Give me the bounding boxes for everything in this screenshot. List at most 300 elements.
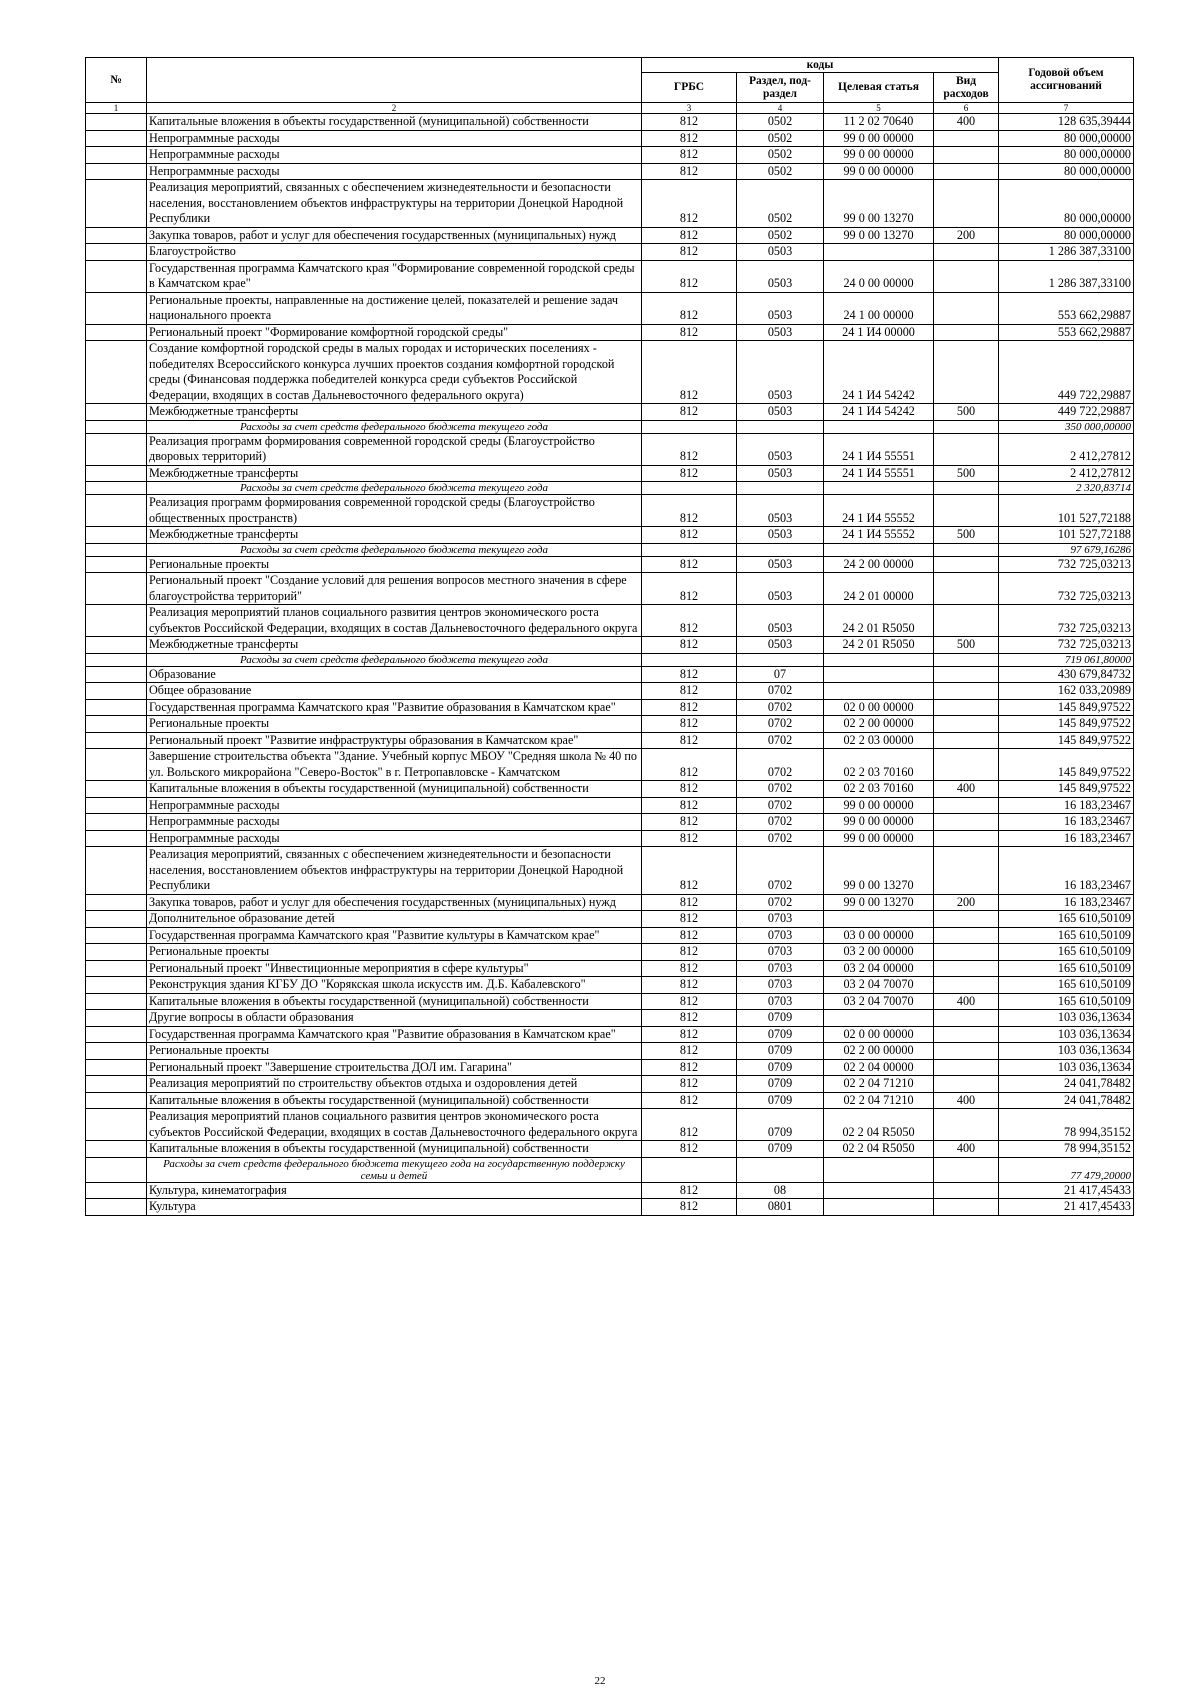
cell-num: [86, 993, 147, 1010]
table-row: [86, 993, 1134, 1010]
cell-num: [86, 114, 147, 131]
col-number: 1: [86, 103, 147, 114]
cell-type: [934, 1026, 999, 1043]
cell-target: 24 1 И4 55551: [824, 465, 934, 482]
cell-num: [86, 927, 147, 944]
header-name: [147, 58, 642, 103]
cell-sum: 2 412,27812: [999, 465, 1134, 482]
cell-name: Реализация программ формирования современной городской среды (Благоустройство общественных пространств): [147, 495, 642, 527]
cell-name: Дополнительное образование детей: [147, 911, 642, 928]
cell-num: [86, 977, 147, 994]
cell-type: [934, 556, 999, 573]
cell-num: [86, 227, 147, 244]
cell-sum: 732 725,03213: [999, 573, 1134, 605]
cell-num: [86, 244, 147, 261]
cell-section: 0801: [737, 1199, 824, 1216]
cell-sum: 1 286 387,33100: [999, 244, 1134, 261]
cell-num: [86, 1199, 147, 1216]
col-number: 3: [642, 103, 737, 114]
cell-grbs: 812: [642, 1059, 737, 1076]
cell-num: [86, 433, 147, 465]
cell-target: 24 1 И4 55551: [824, 433, 934, 465]
cell-section: [737, 420, 824, 433]
cell-num: [86, 911, 147, 928]
cell-name: Региональный проект "Развитие инфраструктуры образования в Камчатском крае": [147, 732, 642, 749]
cell-grbs: 812: [642, 244, 737, 261]
cell-section: 0502: [737, 114, 824, 131]
col-number: 4: [737, 103, 824, 114]
cell-type: [934, 1199, 999, 1216]
cell-section: 0709: [737, 1010, 824, 1027]
table-row: [86, 927, 1134, 944]
table-row: [86, 527, 1134, 544]
cell-num: [86, 683, 147, 700]
cell-name: Непрограммные расходы: [147, 147, 642, 164]
cell-grbs: 812: [642, 147, 737, 164]
cell-section: 0702: [737, 732, 824, 749]
cell-sum: 145 849,97522: [999, 749, 1134, 781]
cell-target: 24 2 01 R5050: [824, 605, 934, 637]
cell-grbs: 812: [642, 1076, 737, 1093]
cell-section: 0702: [737, 814, 824, 831]
cell-type: 400: [934, 1092, 999, 1109]
cell-name: Региональный проект "Формирование комфортной городской среды": [147, 324, 642, 341]
cell-grbs: 812: [642, 573, 737, 605]
cell-num: [86, 797, 147, 814]
cell-type: 500: [934, 637, 999, 654]
cell-sum: 145 849,97522: [999, 699, 1134, 716]
cell-sum: 97 679,16286: [999, 543, 1134, 556]
cell-name: Реализация мероприятий, связанных с обеспечением жизнедеятельности и безопасности населения, восстановлением объектов инфраструктуры на территории Донецкой Народной Республики: [147, 180, 642, 228]
cell-section: 0702: [737, 797, 824, 814]
cell-grbs: 812: [642, 716, 737, 733]
cell-name: Реконструкция здания КГБУ ДО "Корякская школа искусств им. Д.Б. Кабалевского": [147, 977, 642, 994]
cell-name: Расходы за счет средств федерального бюджета текущего года: [147, 482, 642, 495]
cell-type: [934, 163, 999, 180]
cell-section: 0702: [737, 749, 824, 781]
cell-type: [934, 605, 999, 637]
cell-num: [86, 324, 147, 341]
cell-type: [934, 1157, 999, 1182]
cell-type: 400: [934, 114, 999, 131]
cell-section: 0503: [737, 341, 824, 404]
cell-sum: 16 183,23467: [999, 847, 1134, 895]
cell-num: [86, 1010, 147, 1027]
cell-num: [86, 543, 147, 556]
cell-name: Капитальные вложения в объекты государственной (муниципальной) собственности: [147, 781, 642, 798]
cell-grbs: 812: [642, 1092, 737, 1109]
cell-sum: 430 679,84732: [999, 666, 1134, 683]
col-number: 7: [999, 103, 1134, 114]
cell-target: [824, 1157, 934, 1182]
cell-name: Расходы за счет средств федерального бюджета текущего года: [147, 543, 642, 556]
table-row: [86, 1026, 1134, 1043]
cell-name: Региональные проекты: [147, 1043, 642, 1060]
cell-section: 0503: [737, 433, 824, 465]
cell-section: 0503: [737, 573, 824, 605]
cell-grbs: 812: [642, 830, 737, 847]
cell-name: Региональные проекты: [147, 716, 642, 733]
cell-section: 0709: [737, 1092, 824, 1109]
header-grbs: ГРБС: [642, 73, 737, 103]
cell-grbs: 812: [642, 683, 737, 700]
federal-note-row: [86, 420, 1134, 433]
cell-num: [86, 666, 147, 683]
cell-sum: 103 036,13634: [999, 1043, 1134, 1060]
cell-sum: 350 000,00000: [999, 420, 1134, 433]
cell-type: [934, 911, 999, 928]
cell-target: 02 0 00 00000: [824, 699, 934, 716]
cell-sum: 165 610,50109: [999, 911, 1134, 928]
cell-name: Межбюджетные трансферты: [147, 404, 642, 421]
cell-num: [86, 699, 147, 716]
cell-target: 02 2 03 70160: [824, 781, 934, 798]
cell-section: 0502: [737, 163, 824, 180]
cell-name: Создание комфортной городской среды в малых городах и исторических поселениях - победителях Всероссийского конкурса лучших проектов создания комфортной городской среды (Финансовая поддержка победителей конкурса среди субъектов Российской Федерации, входящих в состав Дальневосточного федерального округа): [147, 341, 642, 404]
col-number: 5: [824, 103, 934, 114]
cell-target: 02 2 00 00000: [824, 1043, 934, 1060]
cell-num: [86, 830, 147, 847]
cell-name: Реализация мероприятий планов социального развития центров экономического роста субъектов Российской Федерации, входящих в состав Дальневосточного федерального округа: [147, 605, 642, 637]
table-row: [86, 1199, 1134, 1216]
cell-section: 0709: [737, 1141, 824, 1158]
cell-target: 99 0 00 00000: [824, 830, 934, 847]
cell-sum: 80 000,00000: [999, 147, 1134, 164]
cell-target: 02 2 04 00000: [824, 1059, 934, 1076]
table-row: [86, 1043, 1134, 1060]
cell-section: 0703: [737, 911, 824, 928]
cell-target: 99 0 00 13270: [824, 227, 934, 244]
cell-sum: 78 994,35152: [999, 1141, 1134, 1158]
cell-sum: 145 849,97522: [999, 716, 1134, 733]
cell-name: Благоустройство: [147, 244, 642, 261]
cell-target: 99 0 00 00000: [824, 163, 934, 180]
header-volume: Годовой объем ассигнований: [999, 58, 1134, 103]
cell-type: [934, 927, 999, 944]
cell-type: [934, 830, 999, 847]
cell-num: [86, 847, 147, 895]
cell-name: Капитальные вложения в объекты государственной (муниципальной) собственности: [147, 1092, 642, 1109]
cell-type: [934, 1043, 999, 1060]
cell-type: [934, 573, 999, 605]
cell-grbs: 812: [642, 556, 737, 573]
cell-section: 0702: [737, 781, 824, 798]
cell-num: [86, 180, 147, 228]
cell-section: 0703: [737, 960, 824, 977]
cell-target: 99 0 00 00000: [824, 147, 934, 164]
cell-sum: 77 479,20000: [999, 1157, 1134, 1182]
cell-name: Непрограммные расходы: [147, 797, 642, 814]
cell-section: 0503: [737, 324, 824, 341]
table-row: [86, 666, 1134, 683]
cell-type: [934, 341, 999, 404]
cell-num: [86, 292, 147, 324]
col-number: 2: [147, 103, 642, 114]
cell-grbs: [642, 653, 737, 666]
cell-type: 200: [934, 227, 999, 244]
cell-section: 0502: [737, 180, 824, 228]
cell-section: 0709: [737, 1043, 824, 1060]
table-row: [86, 244, 1134, 261]
cell-name: Непрограммные расходы: [147, 130, 642, 147]
cell-target: 02 2 04 71210: [824, 1076, 934, 1093]
cell-num: [86, 732, 147, 749]
federal-note-row: [86, 653, 1134, 666]
page-number: 22: [594, 1675, 606, 1687]
cell-grbs: 812: [642, 699, 737, 716]
cell-name: Региональный проект "Завершение строительства ДОЛ им. Гагарина": [147, 1059, 642, 1076]
table-row: [86, 147, 1134, 164]
cell-num: [86, 894, 147, 911]
cell-section: 0503: [737, 605, 824, 637]
cell-num: [86, 960, 147, 977]
cell-grbs: 812: [642, 977, 737, 994]
cell-num: [86, 605, 147, 637]
cell-num: [86, 1109, 147, 1141]
cell-num: [86, 147, 147, 164]
cell-grbs: 812: [642, 404, 737, 421]
cell-target: 99 0 00 13270: [824, 180, 934, 228]
cell-name: Образование: [147, 666, 642, 683]
table-header: [86, 58, 1134, 114]
cell-grbs: 812: [642, 163, 737, 180]
cell-sum: 449 722,29887: [999, 404, 1134, 421]
header-section: Раздел, под-раздел: [737, 73, 824, 103]
table-row: [86, 433, 1134, 465]
cell-sum: 165 610,50109: [999, 944, 1134, 961]
cell-type: [934, 797, 999, 814]
cell-section: 0503: [737, 244, 824, 261]
cell-name: Региональные проекты: [147, 556, 642, 573]
cell-grbs: 812: [642, 1010, 737, 1027]
cell-grbs: 812: [642, 465, 737, 482]
cell-grbs: [642, 543, 737, 556]
cell-target: 99 0 00 00000: [824, 814, 934, 831]
cell-num: [86, 1026, 147, 1043]
cell-type: 400: [934, 781, 999, 798]
cell-type: [934, 666, 999, 683]
cell-num: [86, 1059, 147, 1076]
cell-section: [737, 653, 824, 666]
budget-table: [85, 57, 1134, 1216]
cell-target: 03 2 00 00000: [824, 944, 934, 961]
cell-sum: 165 610,50109: [999, 960, 1134, 977]
cell-type: [934, 814, 999, 831]
cell-sum: 78 994,35152: [999, 1109, 1134, 1141]
table-row: [86, 1059, 1134, 1076]
cell-target: 03 2 04 00000: [824, 960, 934, 977]
cell-target: [824, 244, 934, 261]
cell-name: Межбюджетные трансферты: [147, 527, 642, 544]
cell-name: Региональный проект "Инвестиционные мероприятия в сфере культуры": [147, 960, 642, 977]
cell-type: 400: [934, 1141, 999, 1158]
cell-num: [86, 637, 147, 654]
cell-grbs: [642, 420, 737, 433]
cell-type: [934, 977, 999, 994]
cell-type: [934, 292, 999, 324]
cell-type: [934, 653, 999, 666]
cell-sum: 553 662,29887: [999, 324, 1134, 341]
cell-name: Расходы за счет средств федерального бюджета текущего года: [147, 653, 642, 666]
cell-section: 0503: [737, 495, 824, 527]
cell-target: 24 1 И4 54242: [824, 341, 934, 404]
cell-grbs: 812: [642, 130, 737, 147]
cell-type: [934, 180, 999, 228]
cell-name: Культура: [147, 1199, 642, 1216]
cell-type: [934, 260, 999, 292]
cell-target: 02 2 04 71210: [824, 1092, 934, 1109]
column-number-row: [86, 103, 1134, 114]
cell-type: [934, 683, 999, 700]
cell-section: 0703: [737, 927, 824, 944]
cell-sum: 162 033,20989: [999, 683, 1134, 700]
cell-target: 24 1 И4 55552: [824, 495, 934, 527]
cell-type: [934, 130, 999, 147]
cell-name: Закупка товаров, работ и услуг для обеспечения государственных (муниципальных) нужд: [147, 894, 642, 911]
cell-type: 500: [934, 527, 999, 544]
cell-sum: 24 041,78482: [999, 1076, 1134, 1093]
cell-section: 0503: [737, 404, 824, 421]
cell-section: 0709: [737, 1076, 824, 1093]
cell-target: 03 2 04 70070: [824, 993, 934, 1010]
cell-name: Межбюджетные трансферты: [147, 465, 642, 482]
cell-sum: 165 610,50109: [999, 977, 1134, 994]
cell-num: [86, 556, 147, 573]
cell-section: 0702: [737, 894, 824, 911]
cell-name: Завершение строительства объекта "Здание. Учебный корпус МБОУ "Средняя школа № 40 по ул. Вольского микрорайона "Северо-Восток" в г. Петропавловске - Камчатском: [147, 749, 642, 781]
cell-type: [934, 1076, 999, 1093]
cell-target: [824, 1010, 934, 1027]
cell-sum: 553 662,29887: [999, 292, 1134, 324]
cell-type: [934, 1059, 999, 1076]
cell-num: [86, 341, 147, 404]
cell-num: [86, 716, 147, 733]
cell-section: 0503: [737, 465, 824, 482]
cell-num: [86, 404, 147, 421]
table-row: [86, 227, 1134, 244]
table-row: [86, 977, 1134, 994]
cell-grbs: 812: [642, 781, 737, 798]
cell-num: [86, 527, 147, 544]
cell-name: Общее образование: [147, 683, 642, 700]
header-type: Вид расходов: [934, 73, 999, 103]
federal-note-row: [86, 543, 1134, 556]
cell-target: [824, 420, 934, 433]
cell-name: Государственная программа Камчатского края "Формирование современной городской среды в Камчатском крае": [147, 260, 642, 292]
cell-section: 07: [737, 666, 824, 683]
cell-section: 0702: [737, 683, 824, 700]
cell-grbs: 812: [642, 1109, 737, 1141]
cell-target: 24 2 01 00000: [824, 573, 934, 605]
cell-sum: 101 527,72188: [999, 527, 1134, 544]
table-row: [86, 683, 1134, 700]
cell-type: [934, 495, 999, 527]
cell-type: [934, 244, 999, 261]
cell-target: 24 0 00 00000: [824, 260, 934, 292]
table-row: [86, 732, 1134, 749]
cell-sum: 80 000,00000: [999, 180, 1134, 228]
table-row: [86, 749, 1134, 781]
cell-target: [824, 543, 934, 556]
cell-grbs: 812: [642, 605, 737, 637]
cell-num: [86, 653, 147, 666]
cell-sum: 165 610,50109: [999, 927, 1134, 944]
cell-grbs: 812: [642, 993, 737, 1010]
cell-type: [934, 699, 999, 716]
table-row: [86, 130, 1134, 147]
cell-grbs: 812: [642, 1026, 737, 1043]
cell-type: [934, 482, 999, 495]
cell-name: Региональные проекты, направленные на достижение целей, показателей и решение задач национального проекта: [147, 292, 642, 324]
table-row: [86, 1109, 1134, 1141]
federal-note-row: [86, 482, 1134, 495]
cell-grbs: 812: [642, 227, 737, 244]
cell-target: [824, 482, 934, 495]
cell-grbs: 812: [642, 894, 737, 911]
cell-sum: 101 527,72188: [999, 495, 1134, 527]
cell-num: [86, 482, 147, 495]
cell-sum: 145 849,97522: [999, 781, 1134, 798]
cell-num: [86, 944, 147, 961]
table-row: [86, 699, 1134, 716]
cell-sum: 732 725,03213: [999, 605, 1134, 637]
cell-name: Другие вопросы в области образования: [147, 1010, 642, 1027]
table-row: [86, 847, 1134, 895]
cell-sum: 21 417,45433: [999, 1182, 1134, 1199]
table-row: [86, 637, 1134, 654]
table-row: [86, 1010, 1134, 1027]
cell-num: [86, 420, 147, 433]
table-row: [86, 573, 1134, 605]
cell-name: Закупка товаров, работ и услуг для обеспечения государственных (муниципальных) нужд: [147, 227, 642, 244]
table-row: [86, 894, 1134, 911]
cell-grbs: 812: [642, 180, 737, 228]
cell-section: 0502: [737, 227, 824, 244]
cell-grbs: 812: [642, 911, 737, 928]
cell-name: Капитальные вложения в объекты государственной (муниципальной) собственности: [147, 114, 642, 131]
table-row: [86, 781, 1134, 798]
cell-num: [86, 749, 147, 781]
cell-name: Реализация программ формирования современной городской среды (Благоустройство дворовых территорий): [147, 433, 642, 465]
cell-grbs: 812: [642, 324, 737, 341]
cell-type: [934, 944, 999, 961]
cell-num: [86, 781, 147, 798]
cell-target: 99 0 00 13270: [824, 847, 934, 895]
table-row: [86, 814, 1134, 831]
cell-target: [824, 683, 934, 700]
cell-num: [86, 163, 147, 180]
cell-name: Расходы за счет средств федерального бюджета текущего года на государственную поддержку семьи и детей: [147, 1157, 642, 1182]
cell-sum: 732 725,03213: [999, 637, 1134, 654]
cell-num: [86, 130, 147, 147]
cell-name: Реализация мероприятий по строительству объектов отдыха и оздоровления детей: [147, 1076, 642, 1093]
cell-sum: 16 183,23467: [999, 830, 1134, 847]
table-row: [86, 716, 1134, 733]
cell-grbs: 812: [642, 749, 737, 781]
cell-num: [86, 1141, 147, 1158]
table-row: [86, 556, 1134, 573]
cell-type: 500: [934, 465, 999, 482]
cell-grbs: 812: [642, 1141, 737, 1158]
cell-section: 0709: [737, 1109, 824, 1141]
cell-name: Государственная программа Камчатского края "Развитие образования в Камчатском крае": [147, 1026, 642, 1043]
cell-type: [934, 433, 999, 465]
table-row: [86, 465, 1134, 482]
table-row: [86, 292, 1134, 324]
cell-sum: 16 183,23467: [999, 894, 1134, 911]
cell-num: [86, 1157, 147, 1182]
cell-section: 08: [737, 1182, 824, 1199]
